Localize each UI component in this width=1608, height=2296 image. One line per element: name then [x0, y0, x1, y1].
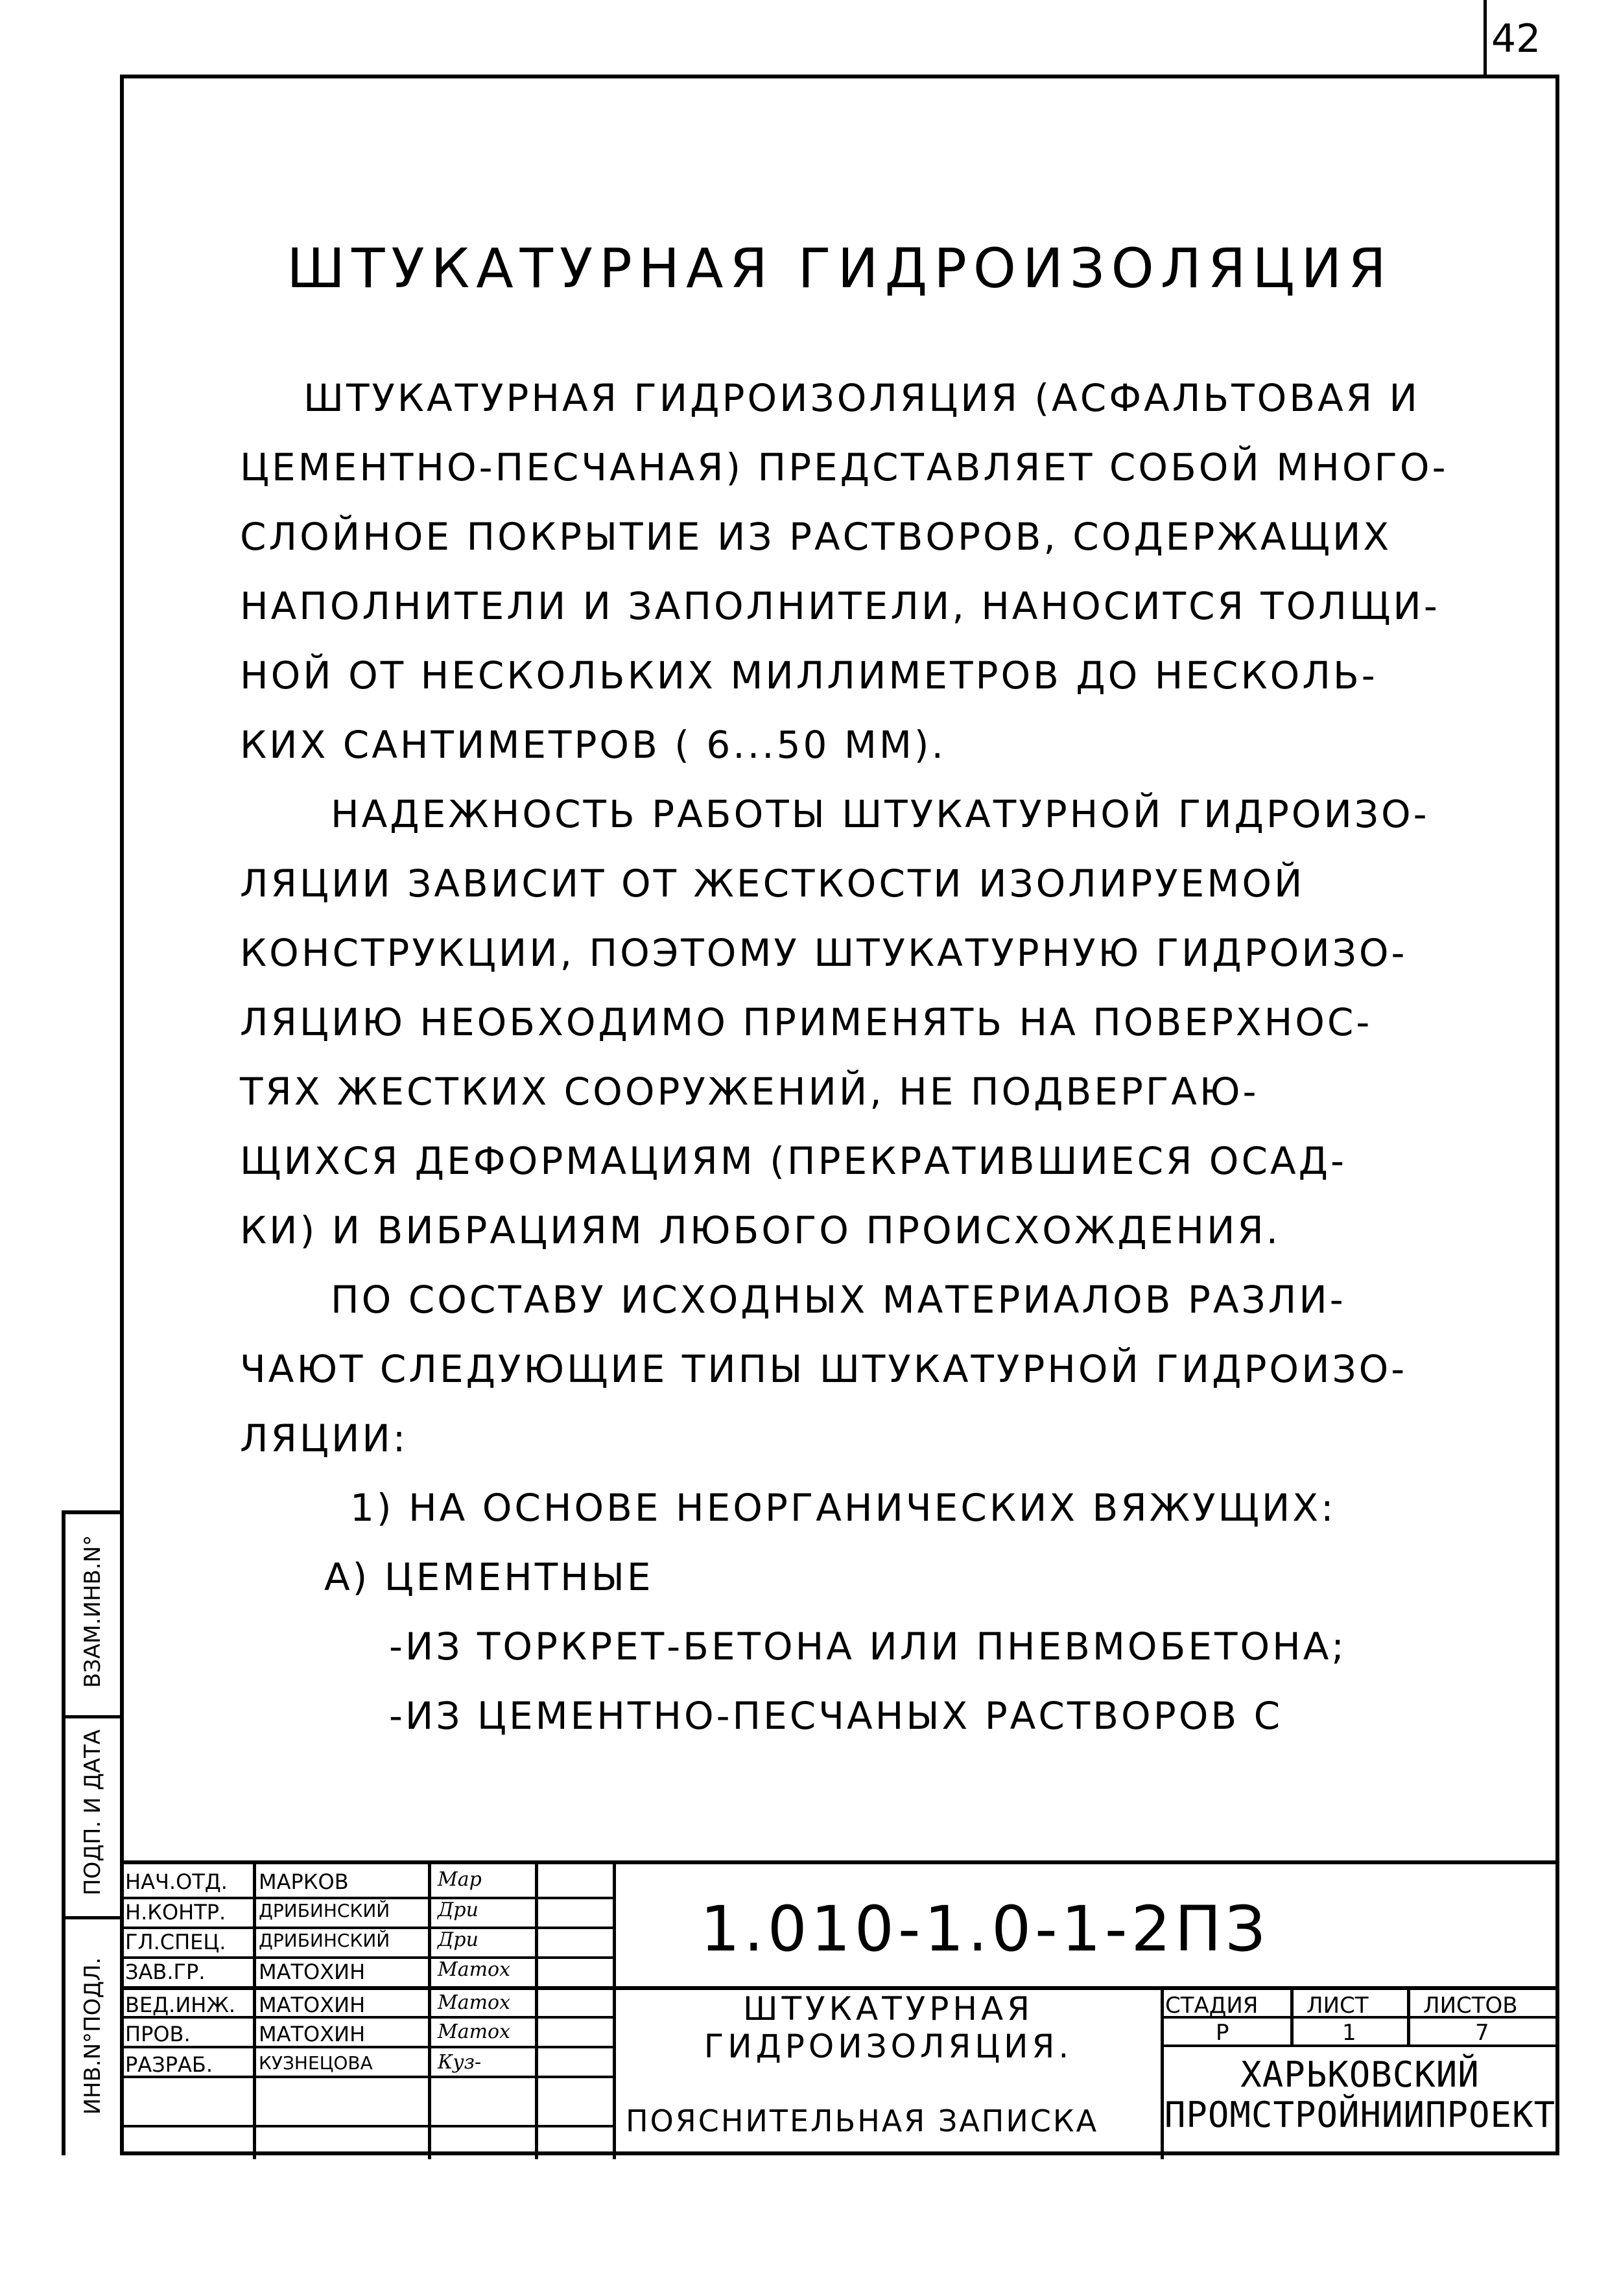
tb-row-line [120, 2125, 613, 2127]
role-name: КУЗНЕЦОВА [259, 2052, 373, 2074]
tb-divider [613, 1864, 616, 2159]
tb-divider [1290, 1986, 1294, 2044]
body-line: ЩИХСЯ ДЕФОРМАЦИЯМ (ПРЕКРАТИВШИЕСЯ ОСАД- [240, 1139, 1347, 1183]
role-label: ВЕД.ИНЖ. [125, 1993, 235, 2017]
role-name: МАТОХИН [259, 2022, 366, 2046]
signature: Куз- [438, 2051, 482, 2074]
page-title: ШТУКАТУРНАЯ ГИДРОИЗОЛЯЦИЯ [287, 237, 1393, 300]
signature: Дри [438, 1928, 479, 1951]
body-line: НОЙ ОТ НЕСКОЛЬКИХ МИЛЛИМЕТРОВ ДО НЕСКОЛЬ- [240, 653, 1378, 697]
role-name: МАРКОВ [259, 1869, 349, 1894]
stage-value: Р [1216, 2020, 1229, 2046]
sheets-label: ЛИСТОВ [1423, 1993, 1518, 2019]
corner-line [1484, 0, 1487, 75]
role-name: МАТОХИН [259, 1993, 366, 2017]
body-line: ЛЯЦИИ: [240, 1416, 408, 1460]
body-line: ЧАЮТ СЛЕДУЮЩИЕ ТИПЫ ШТУКАТУРНОЙ ГИДРОИЗО- [240, 1347, 1408, 1391]
tb-divider [253, 1864, 256, 2159]
tb-divider [1407, 1986, 1410, 2044]
document-code: 1.010-1.0-1-2ПЗ [700, 1893, 1270, 1965]
list-item: А) ЦЕМЕНТНЫЕ [324, 1555, 654, 1599]
tb-row-line [120, 1956, 613, 1959]
body-line: КОНСТРУКЦИИ, ПОЭТОМУ ШТУКАТУРНУЮ ГИДРОИЗО- [240, 931, 1408, 975]
role-label: Н.КОНТР. [125, 1900, 226, 1925]
title-block-title [655, 1990, 1122, 2065]
role-label: ГЛ.СПЕЦ. [125, 1930, 226, 1954]
body-line: СЛОЙНОЕ ПОКРЫТИЕ ИЗ РАСТВОРОВ, СОДЕРЖАЩИХ [240, 515, 1392, 559]
vzam-inv-label: ВЗАМ.ИНВ.N° [80, 1534, 106, 1689]
stage-label: СТАДИЯ [1165, 1993, 1259, 2019]
podp-data-label: ПОДП. И ДАТА [80, 1729, 106, 1896]
role-label: НАЧ.ОТД. [125, 1869, 228, 1894]
role-name: ДРИБИНСКИЙ [259, 1900, 390, 1921]
organization-name [1161, 2055, 1559, 2135]
role-name: МАТОХИН [259, 1960, 366, 1984]
role-label: ПРОВ. [125, 2022, 191, 2046]
title-block-title-line: ШТУКАТУРНАЯ [743, 1990, 1034, 2028]
organization-line: ПРОМСТРОЙНИИПРОЕКТ [1164, 2094, 1556, 2135]
sheets-value: 7 [1475, 2020, 1489, 2046]
list-item: -ИЗ ТОРКРЕТ-БЕТОНА ИЛИ ПНЕВМОБЕТОНА; [389, 1624, 1347, 1669]
sheet-label: ЛИСТ [1306, 1993, 1369, 2019]
sheet-value: 1 [1342, 2020, 1356, 2046]
body-line: ЛЯЦИЮ НЕОБХОДИМО ПРИМЕНЯТЬ НА ПОВЕРХНОС- [240, 1000, 1373, 1044]
tb-row-line [120, 1897, 613, 1899]
signature: Матох [438, 1991, 511, 2014]
role-label: ЗАВ.ГР. [125, 1960, 206, 1984]
list-item: 1) НА ОСНОВЕ НЕОРГАНИЧЕСКИХ ВЯЖУЩИХ: [350, 1486, 1336, 1530]
tb-divider [428, 1864, 431, 2159]
body-line: КИХ САНТИМЕТРОВ ( 6...50 ММ). [240, 723, 946, 767]
title-block-title-line: ГИДРОИЗОЛЯЦИЯ. [704, 2028, 1073, 2065]
organization-line: ХАРЬКОВСКИЙ [1240, 2054, 1480, 2095]
body-line: ЛЯЦИИ ЗАВИСИТ ОТ ЖЕСТКОСТИ ИЗОЛИРУЕМОЙ [240, 861, 1305, 906]
signature: Мар [438, 1868, 482, 1891]
role-label: РАЗРАБ. [125, 2052, 213, 2077]
role-name: ДРИБИНСКИЙ [259, 1930, 390, 1951]
body-line: КИ) И ВИБРАЦИЯМ ЛЮБОГО ПРОИСХОЖДЕНИЯ. [240, 1208, 1281, 1252]
body-line: НАДЕЖНОСТЬ РАБОТЫ ШТУКАТУРНОЙ ГИДРОИЗО- [331, 792, 1430, 836]
page-number: 42 [1491, 16, 1541, 62]
tb-row-line [120, 1927, 613, 1929]
body-line: ПО СОСТАВУ ИСХОДНЫХ МАТЕРИАЛОВ РАЗЛИ- [331, 1278, 1346, 1322]
tb-row-line [120, 2046, 613, 2048]
body-line: ЦЕМЕНТНО-ПЕСЧАНАЯ) ПРЕДСТАВЛЯЕТ СОБОЙ МНОГО- [240, 445, 1448, 489]
list-item: -ИЗ ЦЕМЕНТНО-ПЕСЧАНЫХ РАСТВОРОВ С [389, 1694, 1283, 1738]
tb-divider [535, 1864, 538, 2159]
signature: Матох [438, 2021, 511, 2043]
left-margin-strip [62, 1510, 120, 2155]
signature: Дри [438, 1899, 479, 1921]
body-line: ШТУКАТУРНАЯ ГИДРОИЗОЛЯЦИЯ (АСФАЛЬТОВАЯ И [303, 376, 1420, 420]
explanatory-note-label: ПОЯСНИТЕЛЬНАЯ ЗАПИСКА [626, 2103, 1099, 2138]
inv-podl-label: ИНВ.N°ПОДЛ. [80, 1957, 106, 2115]
body-line: ТЯХ ЖЕСТКИХ СООРУЖЕНИЙ, НЕ ПОДВЕРГАЮ- [240, 1070, 1259, 1114]
body-line: НАПОЛНИТЕЛИ И ЗАПОЛНИТЕЛИ, НАНОСИТСЯ ТОЛЩИ- [240, 584, 1440, 628]
signature: Матох [438, 1958, 511, 1981]
